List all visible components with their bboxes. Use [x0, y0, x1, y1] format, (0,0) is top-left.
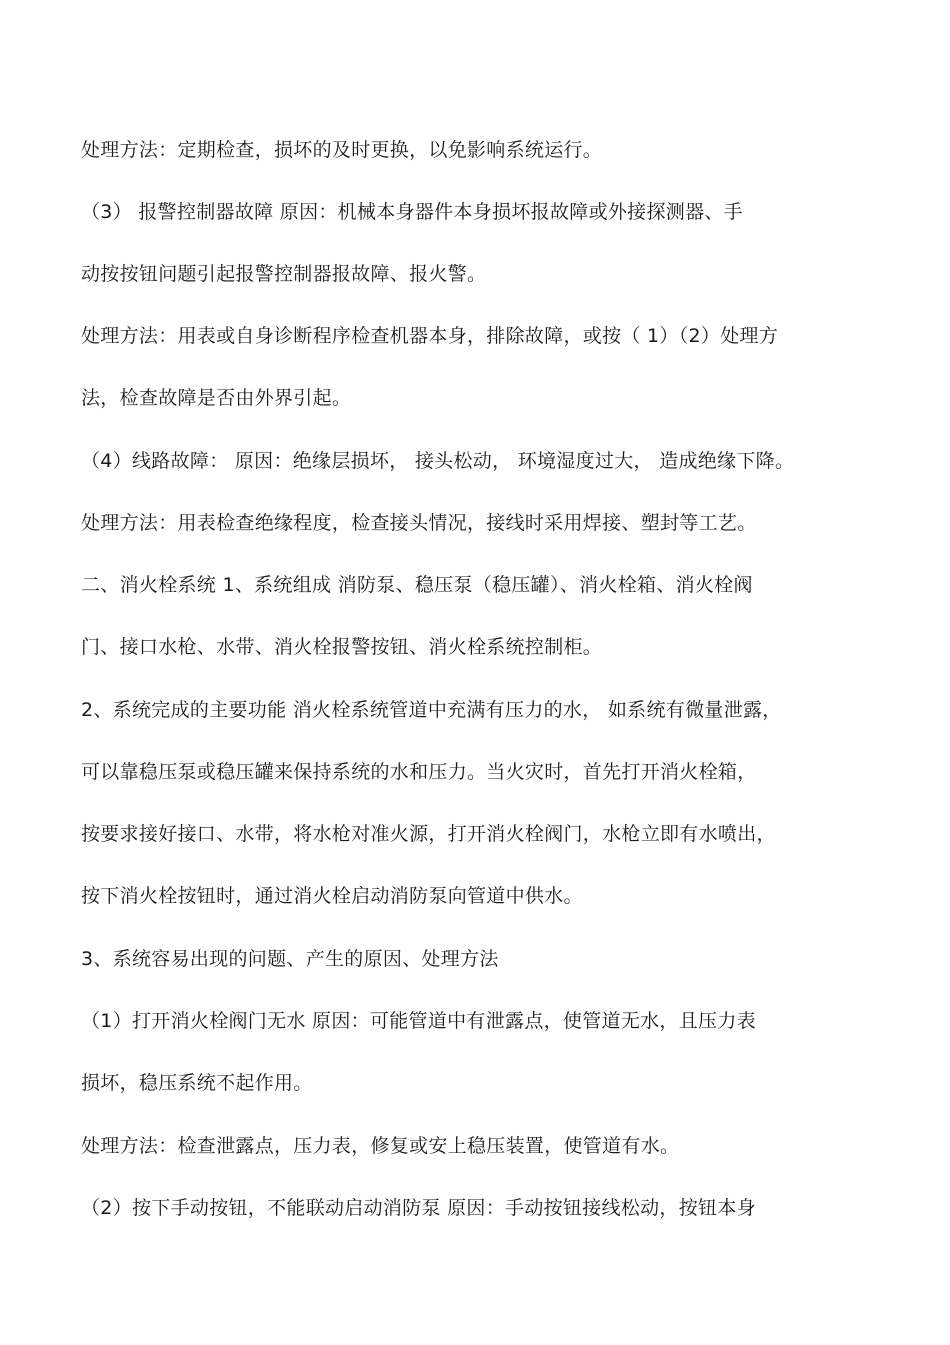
- text-line: 处理方法：用表检查绝缘程度，检查接头情况，接线时采用焊接、塑封等工艺。: [81, 512, 757, 534]
- text-line: 动按按钮问题引起报警控制器报故障、报火警。: [81, 263, 487, 285]
- text-line: 2、系统完成的主要功能 消火栓系统管道中充满有压力的水， 如系统有微量泄露，: [81, 699, 782, 721]
- text-line: 可以靠稳压泵或稳压罐来保持系统的水和压力。当火灾时，首先打开消火栓箱，: [81, 761, 757, 783]
- text-line: 处理方法：定期检查，损坏的及时更换，以免影响系统运行。: [81, 139, 603, 161]
- text-line: 3、系统容易出现的问题、产生的原因、处理方法: [81, 948, 499, 970]
- text-line: （4）线路故障： 原因：绝缘层损坏， 接头松动， 环境湿度过大， 造成绝缘下降。: [81, 450, 795, 472]
- text-line: 处理方法：检查泄露点，压力表，修复或安上稳压装置，使管道有水。: [81, 1135, 680, 1157]
- text-line: 损坏，稳压系统不起作用。: [81, 1072, 313, 1094]
- text-line: 二、消火栓系统 1、系统组成 消防泵、稳压泵（稳压罐）、消火栓箱、消火栓阀: [81, 574, 753, 596]
- text-line: （2）按下手动按钮，不能联动启动消防泵 原因：手动按钮接线松动，按钮本身: [81, 1197, 756, 1219]
- text-line: （1）打开消火栓阀门无水 原因：可能管道中有泄露点，使管道无水，且压力表: [81, 1010, 756, 1032]
- text-line: 处理方法：用表或自身诊断程序检查机器本身，排除故障，或按（ 1）（2）处理方: [81, 325, 779, 347]
- text-line: 按要求接好接口、水带，将水枪对准火源，打开消火栓阀门，水枪立即有水喷出，: [81, 823, 776, 845]
- text-line: 按下消火栓按钮时，通过消火栓启动消防泵向管道中供水。: [81, 885, 583, 907]
- text-line: 法，检查故障是否由外界引起。: [81, 387, 352, 409]
- text-line: （3） 报警控制器故障 原因：机械本身器件本身损坏报故障或外接探测器、手: [81, 201, 743, 223]
- text-line: 门、接口水枪、水带、消火栓报警按钮、消火栓系统控制柜。: [81, 636, 603, 658]
